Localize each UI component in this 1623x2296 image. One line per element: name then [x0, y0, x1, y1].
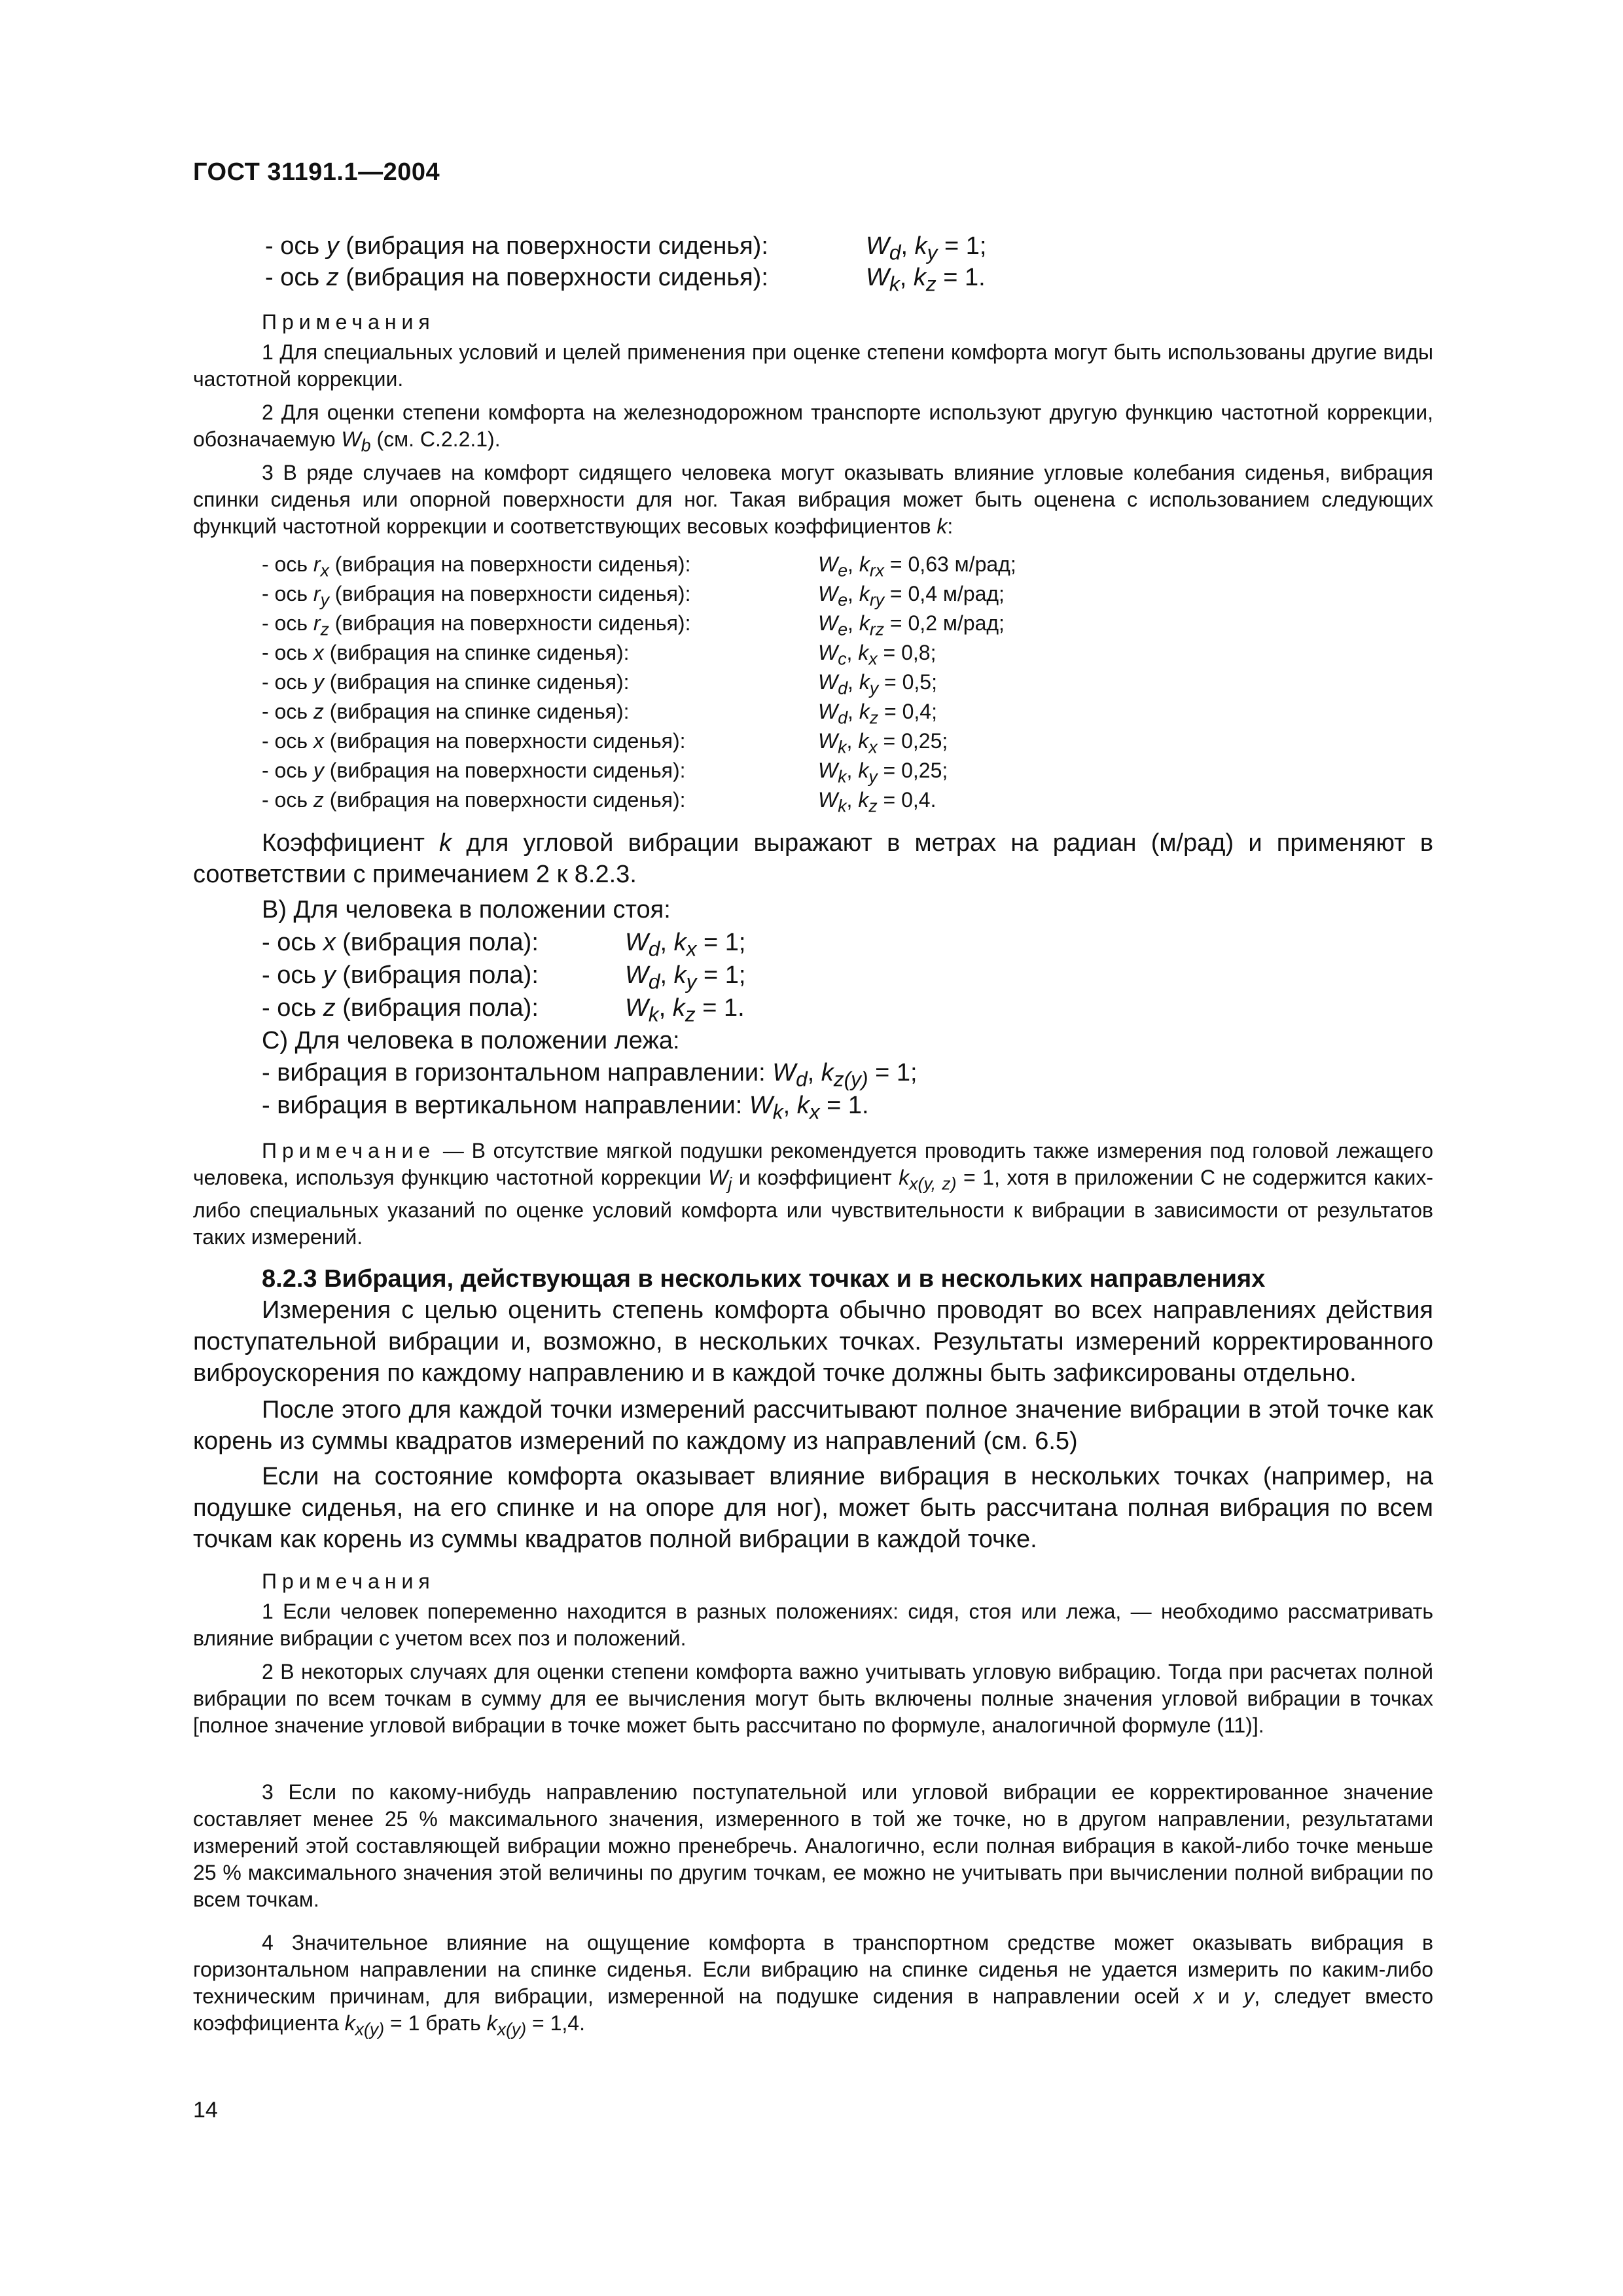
- section-b-axis-weight: $W_d$, $k_x = 1$;: [625, 929, 746, 961]
- note-2-2: 2 В некоторых случаях для оценки степени комфорта важно учитывать угловую вибрацию. Тогда при расчетах полной вибрации по всем точкам в сумму для ее вычисления могут быть включены полные значения угловой вибрации в точках [полное значение угловой вибрации в точке может быть рассчитано по формуле, аналогичной формуле (11)].: [193, 1660, 1433, 1737]
- note-axis-weight: $W_d$, $k_y = 0,5$;: [818, 670, 937, 698]
- note-axis-label: - ось z (вибрация на поверхности сиденья):: [262, 788, 686, 812]
- section-b-axis-label: - ось y (вибрация пола):: [262, 961, 539, 989]
- note-axis-label: - ось $r_x$ (вибрация на поверхности сиденья):: [262, 552, 691, 581]
- section-b-axis-label: - ось z (вибрация пола):: [262, 994, 539, 1022]
- note-2-3: 3 Если по какому-нибудь направлению поступательной или угловой вибрации ее корректированное значение составляет менее 25 % максимального значения, измеренного в той же точке, но в другом направлении, результатами измерений этой составляющей вибрации можно пренебречь. Аналогично, если полная вибрация в какой-либо точке меньше 25 % максимального значения этой величины по другим точкам, ее можно не учитывать при вычислении полной вибрации по всем точкам.: [193, 1780, 1433, 1911]
- note-axis-label: - ось $r_z$ (вибрация на поверхности сиденья):: [262, 611, 691, 639]
- section-b-axis-weight: $W_d$, $k_y = 1$;: [625, 961, 746, 994]
- axis-weight-y: $W_d$, $k_y = 1$;: [866, 232, 987, 264]
- note-axis-label: - ось y (вибрация на поверхности сиденья):: [262, 759, 686, 782]
- note-1-3: 3 В ряде случаев на комфорт сидящего человека могут оказывать влияние угловые колебания сиденья, вибрация спинки сиденья или опорной поверхности для ног. Такая вибрация может быть оценена с использованием следующих функций частотной коррекции и соответствующих весовых коэффициентов k:: [193, 461, 1433, 538]
- note-axis-label: - ось $r_y$ (вибрация на поверхности сиденья):: [262, 582, 691, 610]
- section-8-2-3-p3: Если на состояние комфорта оказывает влияние вибрация в нескольких точках (например, на подушке сиденья, на его спинке и на опоре для ног), может быть рассчитана полная вибрация по всем точкам как корень из суммы квадратов полной вибрации в каждой точке.: [193, 1463, 1433, 1553]
- section-8-2-3-p2: После этого для каждой точки измерений рассчитывают полное значение вибрации в этой точке как корень из суммы квадратов измерений по каждому из направлений (см. 6.5): [193, 1396, 1433, 1455]
- note-axis-weight: $W_k$, $k_z = 0,4$.: [818, 788, 936, 816]
- section-8-2-3-p1: Измерения с целью оценить степень комфорта обычно проводят во всех направлениях действия поступательной вибрации и, возможно, в нескольких точках. Результаты измерений корректированного виброускорения по каждому направлению и в каждой точке должны быть зафиксированы отдельно.: [193, 1297, 1433, 1387]
- note-1-1: 1 Для специальных условий и целей применения при оценке степени комфорта могут быть использованы другие виды частотной коррекции.: [193, 340, 1433, 391]
- note-axis-weight: $W_c$, $k_x = 0,8$;: [818, 641, 936, 669]
- page-number: 14: [193, 2098, 218, 2123]
- note-axis-label: - ось x (вибрация на спинке сиденья):: [262, 641, 630, 664]
- notes-heading-2: Примечания: [262, 1570, 435, 1593]
- note-2-1: 1 Если человек попеременно находится в разных положениях: сидя, стоя или лежа, — необходимо рассматривать влияние вибрации с учетом всех поз и положений.: [193, 1600, 1433, 1650]
- section-8-2-3-heading: 8.2.3 Вибрация, действующая в нескольких точках и в нескольких направлениях: [262, 1265, 1266, 1293]
- axis-line-y: - ось y (вибрация на поверхности сиденья):: [265, 232, 768, 260]
- axis-weight-z: $W_k$, $k_z = 1$.: [866, 264, 986, 296]
- note-axis-weight: $W_k$, $k_y = 0,25$;: [818, 759, 948, 787]
- note-axis-weight: $W_k$, $k_x = 0,25$;: [818, 729, 948, 757]
- note-axis-label: - ось z (вибрация на спинке сиденья):: [262, 700, 630, 723]
- note-2-4: 4 Значительное влияние на ощущение комфорта в транспортном средстве может оказывать вибрация в горизонтальном направлении на спинке сиденья. Если вибрацию на спинке сиденья не удается измерить по каким-либо техническим причинам, для вибрации, измеренной на подушке сидения в направлении осей x и y, следует вместо коэффициента $k_{x(y)} = 1$ брать $k_{x(y)} = 1,4$.: [193, 1931, 1434, 2039]
- note-axis-weight: $W_e$, $k_{rx} = 0,63$ м/рад;: [818, 552, 1016, 581]
- note-axis-label: - ось x (вибрация на поверхности сиденья):: [262, 729, 686, 753]
- section-c-vertical: - вибрация в вертикальном направлении: $W_k$, $k_x = 1$.: [262, 1092, 869, 1124]
- section-b-axis-label: - ось x (вибрация пола):: [262, 929, 539, 956]
- note-axis-weight: $W_d$, $k_z = 0,4$;: [818, 700, 937, 728]
- section-c-title: C) Для человека в положении лежа:: [262, 1027, 680, 1054]
- axis-line-z: - ось z (вибрация на поверхности сиденья):: [265, 264, 768, 291]
- notes-heading-1: Примечания: [262, 310, 435, 334]
- note-axis-label: - ось y (вибрация на спинке сиденья):: [262, 670, 630, 694]
- note-axis-weight: $W_e$, $k_{ry} = 0,4$ м/рад;: [818, 582, 1005, 610]
- note-1-2: 2 Для оценки степени комфорта на железнодорожном транспорте используют другую функцию частотной коррекции, обозначаемую $W_b$ (см. C.2.2.1).: [193, 401, 1433, 456]
- note-lying-person: Примечание — В отсутствие мягкой подушки рекомендуется проводить также измерения под головой лежащего человека, используя функцию частотной коррекции $W_j$ и коэффициент $k_{x(y, z)} = 1$, хотя в приложении C не содержится каких-либо специальных указаний по оценке условий комфорта или чувствительности к вибрации в зависимости от результатов таких измерений.: [193, 1139, 1434, 1249]
- section-b-axis-weight: $W_k$, $k_z = 1$.: [625, 994, 745, 1026]
- section-b-title: B) Для человека в положении стоя:: [262, 896, 671, 924]
- document-code-header: ГОСТ 31191.1—2004: [193, 158, 440, 186]
- note-axis-weight: $W_e$, $k_{rz} = 0,2$ м/рад;: [818, 611, 1005, 639]
- section-c-horizontal: - вибрация в горизонтальном направлении: $W_d$, $k_{z(y)} = 1$;: [262, 1059, 918, 1091]
- coefficient-paragraph: Коэффициент k для угловой вибрации выражают в метрах на радиан (м/рад) и применяют в соответствии с примечанием 2 к 8.2.3.: [193, 829, 1434, 888]
